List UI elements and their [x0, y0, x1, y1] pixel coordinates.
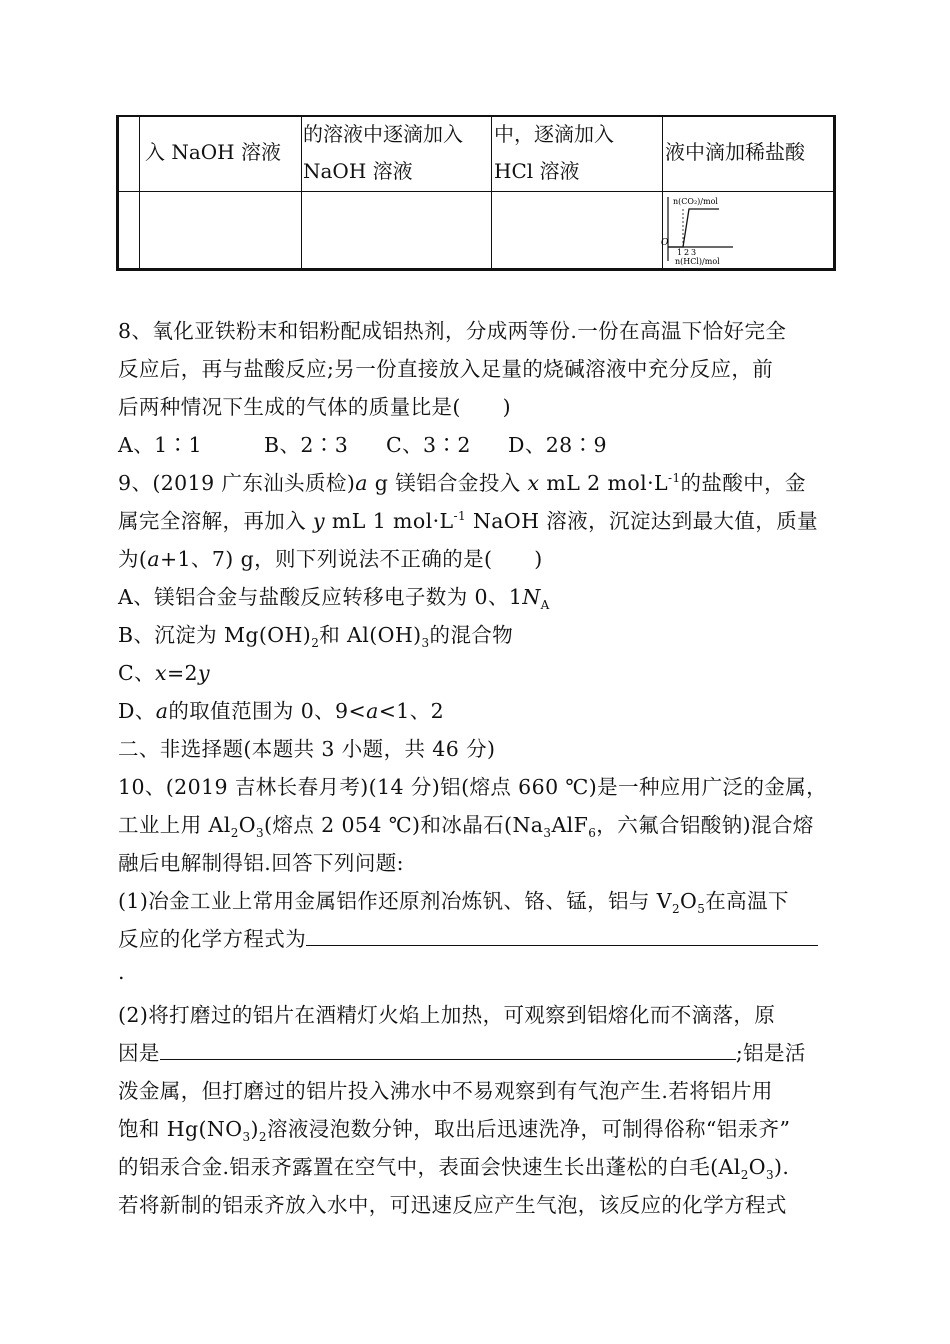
text: 的取值范围为 0、9<: [168, 699, 367, 723]
text: mL 1 mol·L: [325, 509, 454, 533]
q9-option-a: [118, 580, 550, 612]
tick-label: 3: [691, 248, 697, 257]
variable: a: [355, 471, 368, 495]
text: 工业上用 Al: [118, 813, 231, 837]
q10-part2-line-1: (2)将打磨过的铝片在酒精灯火焰上加热，可观察到铝熔化而不滴落，原: [118, 1003, 776, 1027]
subscript: 3: [765, 1168, 774, 1183]
subscript: 2: [671, 902, 681, 917]
text: D、: [118, 699, 156, 723]
subscript: 2: [230, 826, 239, 841]
text: AlF: [551, 813, 589, 837]
text: B、沉淀为 Mg(OH): [118, 623, 312, 647]
variable: y: [198, 661, 210, 685]
table-divider: [119, 191, 833, 192]
q10-part2-line-5: [118, 1150, 789, 1182]
text: NaOH 溶液，沉淀达到最大值，质量: [466, 509, 819, 533]
co2-vs-hcl-mini-graph: [663, 195, 835, 267]
text: 和 Al(OH): [319, 623, 422, 647]
variable: a: [147, 547, 160, 571]
variable: x: [155, 661, 167, 685]
subscript: 3: [255, 826, 264, 841]
text: C、: [118, 661, 155, 685]
text: 9、(2019 广东汕头质检): [118, 471, 356, 495]
q10-part2-line-3: 泼金属，但打磨过的铝片投入沸水中不易观察到有气泡产生.若将铝片用: [118, 1079, 773, 1103]
q10-line-1: 10、(2019 吉林长春月考)(14 分)铝(熔点 660 ℃)是一种应用广泛的金属，: [118, 775, 828, 799]
q9-option-c: [118, 656, 210, 686]
subscript: 2: [311, 636, 320, 651]
q10-part2-line-2: [118, 1036, 806, 1066]
q9-line-1: [118, 466, 806, 496]
text: ;铝是活: [735, 1041, 806, 1065]
q8-option-c: C、3∶2: [386, 433, 471, 457]
text: <1、2: [378, 699, 445, 723]
superscript: -1: [668, 471, 681, 486]
subscript: 3: [421, 636, 430, 651]
text: 为(: [118, 547, 148, 571]
table-divider: [301, 117, 302, 268]
variable: a: [366, 699, 379, 723]
subscript: 6: [588, 826, 597, 841]
subscript: 3: [242, 1130, 251, 1145]
text: (熔点 2 054 ℃)和冰晶石(Na: [264, 813, 544, 837]
text: (1)冶金工业上常用金属铝作还原剂冶炼钒、铬、锰，铝与 V: [118, 889, 672, 913]
text: ): [250, 1117, 259, 1141]
text: =2: [166, 661, 198, 685]
q8-options: [118, 428, 607, 458]
text: ，六氟合铝酸钠)混合熔: [596, 813, 814, 837]
text: 反应的化学方程式为: [118, 927, 307, 951]
text: O: [748, 1155, 766, 1179]
superscript: -1: [453, 509, 467, 524]
text: 因是: [118, 1041, 160, 1065]
x-axis-label: n(HCl)/mol: [675, 257, 720, 266]
q10-line-3: 融后电解制得铝.回答下列问题:: [118, 851, 404, 875]
q8-line-1: 8、氧化亚铁粉末和铝粉配成铝热剂，分成两等份.一份在高温下恰好完全: [118, 319, 787, 343]
variable: a: [155, 699, 169, 723]
text: mL 2 mol·L: [539, 471, 669, 495]
q10-part2-line-4: [118, 1112, 790, 1144]
q9-line-3: [118, 542, 543, 572]
text: 饱和 Hg(NO: [118, 1117, 243, 1141]
q8-option-a: A、1∶1: [118, 433, 202, 457]
text: 的铝汞合金.铝汞齐露置在空气中，表面会快速生长出蓬松的白毛(Al: [118, 1155, 741, 1179]
text: g 镁铝合金投入: [367, 471, 528, 495]
table-cell: HCl 溶液: [494, 159, 580, 183]
q9-option-b: [118, 618, 513, 650]
q10-line-2: [118, 808, 814, 840]
q8-line-2: 反应后，再与盐酸反应;另一份直接放入足量的烧碱溶液中充分反应，前: [118, 357, 774, 381]
q8-option-b: B、2∶3: [264, 433, 349, 457]
subscript: A: [540, 598, 550, 613]
origin-label: O: [661, 238, 669, 248]
q8-option-d: D、28∶9: [508, 433, 607, 457]
table-cell: 入 NaOH 溶液: [145, 140, 281, 164]
text: +1、7) g，则下列说法不正确的是( ): [159, 547, 543, 571]
variable: x: [527, 471, 540, 495]
text: 在高温下: [705, 889, 789, 913]
q10-part1-line-2: [118, 922, 818, 952]
table-cell: NaOH 溶液: [303, 159, 413, 183]
text: A、镁铝合金与盐酸反应转移电子数为 0、1: [118, 585, 523, 609]
table-cell: 的溶液中逐滴加入: [303, 122, 463, 146]
subscript: 2: [258, 1130, 267, 1145]
q8-line-3: 后两种情况下生成的气体的质量比是( ): [118, 395, 511, 419]
q10-part1-line-1: [118, 884, 789, 916]
text: 溶液浸泡数分钟，取出后迅速洗净，可制得俗称“铝汞齐”: [266, 1117, 791, 1141]
text: 的混合物: [429, 623, 514, 647]
table-cell: 液中滴加稀盐酸: [665, 140, 805, 164]
subscript: 2: [740, 1168, 749, 1183]
q10-part2-line-6: 若将新制的铝汞齐放入水中，可迅速反应产生气泡，该反应的化学方程式: [118, 1193, 787, 1217]
subscript: 3: [543, 826, 552, 841]
variable: y: [313, 509, 326, 533]
text: 属完全溶解，再加入: [118, 509, 314, 533]
variable: N: [522, 585, 541, 609]
q9-line-2: [118, 504, 818, 534]
text: ).: [774, 1155, 790, 1179]
answer-blank[interactable]: [160, 1037, 736, 1060]
text: O: [680, 889, 698, 913]
section-heading: 二、非选择题(本题共 3 小题，共 46 分): [118, 737, 496, 761]
q10-part1-line-3: .: [118, 960, 125, 984]
y-axis-label: n(CO₂)/mol: [673, 197, 718, 206]
table-divider: [139, 117, 140, 268]
answer-blank[interactable]: [306, 923, 818, 946]
tick-label: 2: [684, 248, 690, 257]
subscript: 5: [697, 902, 706, 917]
text: O: [238, 813, 256, 837]
comparison-table: [116, 115, 836, 271]
text: 的盐酸中，金: [680, 471, 806, 495]
q9-option-d: [118, 694, 444, 724]
table-cell: 中，逐滴加入: [494, 122, 614, 146]
tick-label: 1: [677, 248, 683, 257]
table-divider: [491, 117, 492, 268]
graph-line: [668, 209, 719, 247]
